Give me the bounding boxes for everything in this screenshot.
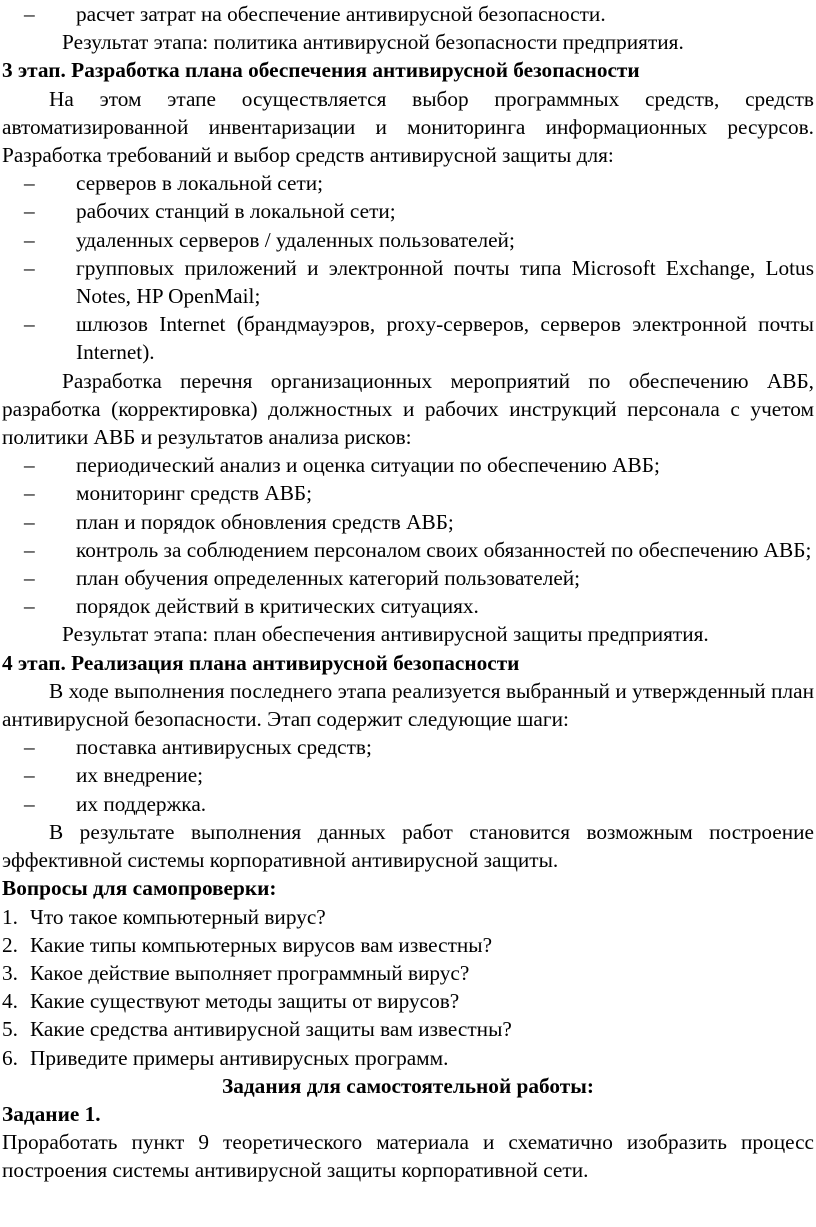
stage3-measures-list bbox=[2, 451, 814, 620]
list-item: – порядок действий в критических ситуациях. bbox=[24, 594, 479, 619]
list-item: 3. Какое действие выполняет программный вирус? bbox=[2, 960, 470, 985]
stage3-heading: 3 этап. Разработка плана обеспечения антивирусной безопасности bbox=[2, 58, 640, 83]
list-item: 1. Что такое компьютерный вирус? bbox=[2, 904, 326, 929]
stage3-list bbox=[2, 169, 814, 366]
stage3-intro: На этом этапе осуществляется выбор программных средств, средств автоматизированной инвентаризации и мониторинга информационных ресурсов. Разработка требований и выбор средств антивирусной защиты для: bbox=[2, 86, 814, 168]
list-item: – план и порядок обновления средств АВБ; bbox=[24, 509, 454, 534]
list-item: – контроль за соблюдением персоналом своих обязанностей по обеспечению АВБ; bbox=[24, 537, 812, 562]
task1-text: Проработать пункт 9 теоретического материала и схематично изобразить процесс построения системы антивирусной защиты корпоративной сети. bbox=[2, 1130, 814, 1183]
top-list bbox=[2, 0, 814, 28]
task1-title: Задание 1. bbox=[2, 1101, 101, 1126]
list-item: – групповых приложений и электронной почты типа Microsoft Exchange, Lotus Notes, HP OpenMail; bbox=[24, 255, 814, 309]
stage3-result: Результат этапа: план обеспечения антивирусной защиты предприятия. bbox=[62, 622, 709, 647]
stage4-list bbox=[2, 733, 814, 818]
list-item: 4. Какие существуют методы защиты от вирусов? bbox=[2, 989, 460, 1014]
list-item: – шлюзов Internet (брандмауэров, proxy-серверов, серверов электронной почты Internet). bbox=[24, 312, 814, 365]
list-item: – план обучения определенных категорий пользователей; bbox=[24, 566, 581, 591]
list-item: 6. Приведите примеры антивирусных программ. bbox=[2, 1045, 449, 1070]
dash-mark: – bbox=[24, 2, 35, 26]
list-item: – периодический анализ и оценка ситуации по обеспечению АВБ; bbox=[24, 453, 660, 478]
stage2-result: Результат этапа: политика антивирусной безопасности предприятия. bbox=[62, 30, 684, 55]
stage4-intro: В ходе выполнения последнего этапа реализуется выбранный и утвержденный план антивирусной безопасности. Этап содержит следующие шаги: bbox=[2, 678, 814, 732]
tasks-heading: Задания для самостоятельной работы: bbox=[222, 1073, 594, 1098]
stage4-heading: 4 этап. Реализация плана антивирусной безопасности bbox=[2, 650, 520, 675]
list-item: – их внедрение; bbox=[24, 763, 204, 788]
list-item: – рабочих станций в локальной сети; bbox=[24, 199, 396, 224]
list-item: – поставка антивирусных средств; bbox=[24, 735, 372, 760]
stage4-conclusion: В результате выполнения данных работ становится возможным построение эффективной системы корпоративной антивирусной защиты. bbox=[2, 819, 814, 873]
list-item: 5. Какие средства антивирусной защиты вам известны? bbox=[2, 1017, 512, 1042]
questions-heading: Вопросы для самопроверки: bbox=[2, 876, 277, 901]
list-item: – удаленных серверов / удаленных пользователей; bbox=[24, 227, 515, 252]
list-item: – серверов в локальной сети; bbox=[24, 171, 324, 196]
list-item: 2. Какие типы компьютерных вирусов вам известны? bbox=[2, 932, 493, 957]
list-item: – мониторинг средств АВБ; bbox=[24, 481, 313, 506]
questions-list bbox=[2, 903, 814, 1072]
list-item: – их поддержка. bbox=[24, 791, 207, 816]
stage3-measures-intro: Разработка перечня организационных мероприятий по обеспечению АВБ, разработка (корректировка) должностных и рабочих инструкций персонала с учетом политики АВБ и результатов анализа рисков: bbox=[2, 368, 814, 450]
list-item: – расчет затрат на обеспечение антивирусной безопасности. bbox=[2, 0, 814, 28]
